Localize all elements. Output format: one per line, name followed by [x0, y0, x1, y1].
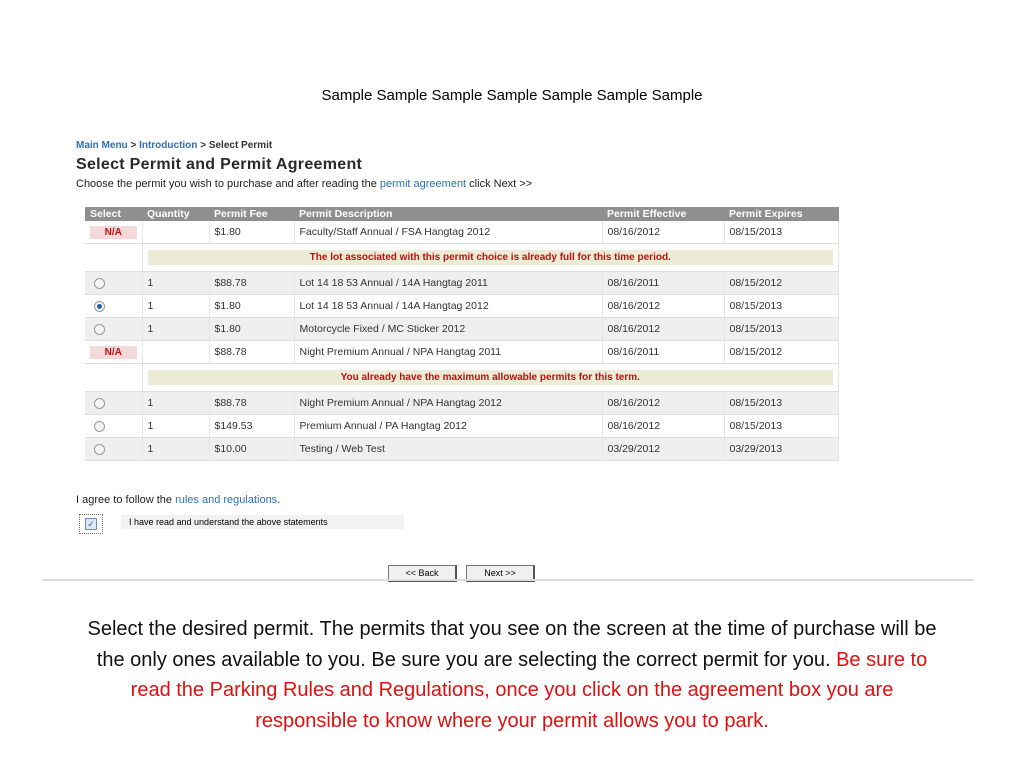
quantity-cell: 1 [142, 318, 209, 341]
na-badge: N/A [90, 346, 137, 359]
header-select: Select [85, 207, 142, 221]
header-permit-effective: Permit Effective [602, 207, 724, 221]
agreement-prefix: I agree to follow the [76, 494, 176, 506]
permit-radio[interactable] [94, 324, 105, 335]
rules-regulations-link[interactable]: rules and regulations [175, 494, 278, 506]
quantity-cell: 1 [142, 392, 209, 415]
effective-cell: 03/29/2012 [602, 438, 724, 461]
expires-cell: 08/15/2013 [724, 295, 839, 318]
back-button[interactable]: << Back [388, 565, 457, 582]
permit-agreement-link[interactable]: permit agreement [379, 178, 467, 190]
effective-cell: 08/16/2012 [602, 318, 724, 341]
divider [42, 579, 974, 581]
effective-cell: 08/16/2012 [602, 295, 724, 318]
expires-cell: 08/15/2012 [724, 341, 839, 364]
select-cell [85, 272, 142, 295]
description-cell: Lot 14 18 53 Annual / 14A Hangtag 2011 [294, 272, 602, 295]
expires-cell: 08/15/2013 [724, 221, 839, 244]
table-row [85, 438, 839, 461]
effective-cell: 08/16/2012 [602, 392, 724, 415]
message-cell [142, 364, 839, 392]
breadcrumb-separator: > [130, 140, 137, 151]
expires-cell: 08/15/2012 [724, 272, 839, 295]
breadcrumb-current: Select Permit [208, 140, 273, 151]
select-cell [85, 295, 142, 318]
select-cell [85, 438, 142, 461]
quantity-cell: 1 [142, 272, 209, 295]
header-permit-expires: Permit Expires [724, 207, 839, 221]
select-cell [85, 244, 142, 272]
effective-cell: 08/16/2012 [602, 221, 724, 244]
description-cell: Motorcycle Fixed / MC Sticker 2012 [294, 318, 602, 341]
expires-cell: 08/15/2013 [724, 415, 839, 438]
effective-cell: 08/16/2012 [602, 415, 724, 438]
permit-screenshot [76, 140, 866, 578]
description-cell: Night Premium Annual / NPA Hangtag 2011 [294, 341, 602, 364]
description-cell: Faculty/Staff Annual / FSA Hangtag 2012 [294, 221, 602, 244]
expires-cell: 03/29/2013 [724, 438, 839, 461]
expires-cell: 08/15/2013 [724, 318, 839, 341]
table-row [85, 318, 839, 341]
table-row [85, 415, 839, 438]
select-cell [85, 364, 142, 392]
breadcrumb-separator: > [200, 140, 207, 151]
table-row [85, 295, 839, 318]
instructions-text-end: click Next >> [466, 178, 533, 190]
permit-radio[interactable] [94, 421, 105, 432]
agreement-checkbox-row [79, 513, 404, 531]
table-row [85, 392, 839, 415]
max-permits-message: You already have the maximum allowable permits for this term. [148, 370, 834, 385]
quantity-cell: 1 [142, 438, 209, 461]
lot-full-message: The lot associated with this permit choice is already full for this time period. [148, 250, 834, 265]
expires-cell: 08/15/2013 [724, 392, 839, 415]
agreement-text [76, 494, 280, 506]
header-permit-fee: Permit Fee [209, 207, 294, 221]
effective-cell: 08/16/2011 [602, 272, 724, 295]
permit-radio[interactable] [94, 398, 105, 409]
quantity-cell: 1 [142, 295, 209, 318]
caption-text: Select the desired permit. The permits that you see on the screen at the time of purchase will be the only ones available to you. Be sure you are selecting the correct permit for you. [87, 618, 937, 671]
caption [80, 614, 944, 736]
agreement-checkbox[interactable] [79, 514, 103, 534]
table-header-row [85, 207, 839, 221]
table-row [85, 341, 839, 364]
permit-table [85, 207, 839, 461]
permit-radio[interactable] [94, 444, 105, 455]
select-cell [85, 392, 142, 415]
fee-cell: $1.80 [209, 318, 294, 341]
agreement-checkbox-label: I have read and understand the above statements [121, 515, 404, 529]
fee-cell: $149.53 [209, 415, 294, 438]
quantity-cell: 1 [142, 415, 209, 438]
slide-title: Sample Sample Sample Sample Sample Sample Sample [321, 87, 703, 104]
breadcrumb-main-menu[interactable]: Main Menu [76, 140, 128, 151]
table-message-row [85, 244, 839, 272]
effective-cell: 08/16/2011 [602, 341, 724, 364]
instructions-text: Choose the permit you wish to purchase and after reading the [76, 178, 380, 190]
fee-cell: $1.80 [209, 221, 294, 244]
table-row [85, 272, 839, 295]
fee-cell: $88.78 [209, 392, 294, 415]
instructions [76, 178, 866, 190]
table-row [85, 221, 839, 244]
message-cell [142, 244, 839, 272]
select-cell [85, 341, 142, 364]
na-badge: N/A [90, 226, 137, 239]
fee-cell: $1.80 [209, 295, 294, 318]
checkmark-icon: ✓ [85, 518, 97, 530]
breadcrumb-introduction[interactable]: Introduction [139, 140, 198, 151]
page-title: Select Permit and Permit Agreement [76, 156, 363, 173]
permit-radio[interactable] [94, 278, 105, 289]
select-cell [85, 318, 142, 341]
description-cell: Night Premium Annual / NPA Hangtag 2012 [294, 392, 602, 415]
select-cell [85, 221, 142, 244]
permit-radio-selected[interactable] [94, 301, 105, 312]
description-cell: Lot 14 18 53 Annual / 14A Hangtag 2012 [294, 295, 602, 318]
agreement-suffix: . [277, 494, 281, 506]
breadcrumb [76, 140, 866, 151]
header-permit-description: Permit Description [294, 207, 602, 221]
description-cell: Premium Annual / PA Hangtag 2012 [294, 415, 602, 438]
quantity-cell [142, 341, 209, 364]
select-cell [85, 415, 142, 438]
table-message-row [85, 364, 839, 392]
caption-warning: Be sure to read the Parking Rules and Regulations, once you click on the agreement box you are responsible to know where your permit allows you to park. [130, 648, 928, 732]
description-cell: Testing / Web Test [294, 438, 602, 461]
fee-cell: $88.78 [209, 272, 294, 295]
header-quantity: Quantity [142, 207, 209, 221]
fee-cell: $88.78 [209, 341, 294, 364]
next-button[interactable]: Next >> [466, 565, 535, 582]
fee-cell: $10.00 [209, 438, 294, 461]
quantity-cell [142, 221, 209, 244]
